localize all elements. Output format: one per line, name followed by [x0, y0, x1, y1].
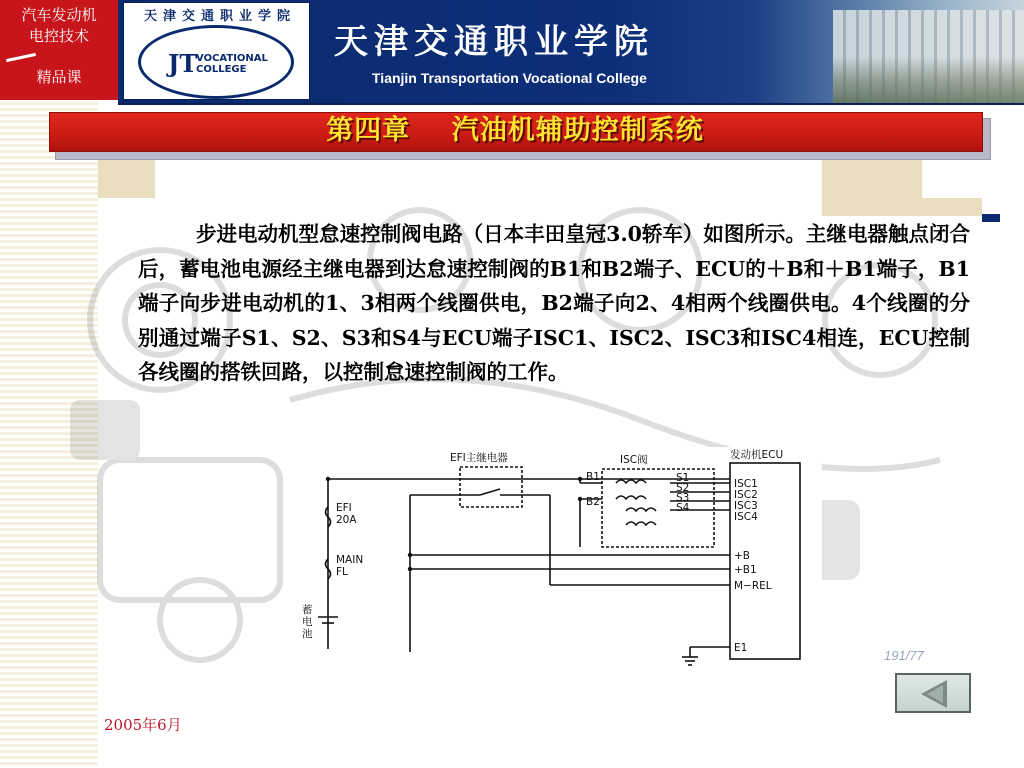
- label-isc3: ISC3: [734, 500, 758, 512]
- label-efi-relay: EFI主继电器: [450, 452, 508, 464]
- label-plus-b1: +B1: [734, 564, 757, 576]
- label-fuse1-a: EFI: [336, 502, 352, 514]
- label-ecu: 发动机ECU: [730, 449, 784, 461]
- label-battery-2: 电: [302, 616, 313, 628]
- course-tag-line1: 汽车发动机: [21, 6, 97, 24]
- chapter-title: 第四章 汽油机辅助控制系统: [326, 115, 704, 146]
- label-s4: S4: [676, 502, 690, 514]
- label-b1: B1: [586, 471, 600, 483]
- label-fuse2-b: FL: [336, 566, 348, 578]
- campus-photo: [833, 10, 1024, 103]
- label-b2: B2: [586, 496, 600, 508]
- circuit-diagram: [290, 447, 822, 670]
- label-isc2: ISC2: [734, 489, 758, 501]
- back-button[interactable]: [895, 673, 971, 713]
- school-name-en: Tianjin Transportation Vocational College: [372, 70, 647, 86]
- label-fuse1-b: 20A: [336, 514, 357, 526]
- course-tag-line3: 精品课: [36, 68, 82, 86]
- logo-words: [196, 53, 268, 75]
- date-footer: 2005年6月: [104, 716, 182, 734]
- college-logo: [123, 2, 310, 100]
- label-s3: S3: [676, 492, 690, 504]
- body-paragraph: 步进电动机型怠速控制阀电路（日本丰田皇冠3.0轿车）如图所示。主继电器触点闭合后，蓄电池电源经主继电器到达怠速控制阀的B1和B2端子、ECU的＋B和＋B1端子，B1端子向步进电动机的1、3相两个线圈供电，B2端子向2、4相两个线圈供电。4个线圈的分别通过端子S1、S2、S3和S4与ECU端子ISC1、ISC2、ISC3和ISC4相连，ECU控制各线圈的搭铁回路，以控制怠速控制阀的工作。: [138, 222, 970, 384]
- course-tag: [0, 0, 118, 100]
- label-isc-valve: ISC阀: [620, 454, 648, 466]
- label-s2: S2: [676, 482, 690, 494]
- label-battery-3: 池: [302, 628, 313, 640]
- logo-word1: VOCATIONAL: [196, 53, 268, 64]
- label-e1: E1: [734, 642, 748, 654]
- course-tag-line2: 电控技术: [28, 27, 89, 45]
- label-s1: S1: [676, 472, 690, 484]
- label-battery-1: 蓄: [302, 604, 313, 616]
- label-isc4: ISC4: [734, 511, 758, 523]
- back-arrow-inner: [927, 685, 943, 703]
- label-m-rel: M−REL: [734, 580, 772, 592]
- label-isc1: ISC1: [734, 478, 758, 490]
- swoosh-icon: [6, 53, 36, 62]
- logo-initials: JT: [168, 49, 198, 78]
- school-name-cn: 天津交通职业学院: [334, 22, 654, 62]
- label-fuse2-a: MAIN: [336, 554, 364, 566]
- page-number: 191/77: [884, 648, 924, 663]
- decorative-dash: [982, 214, 1000, 222]
- logo-word2: COLLEGE: [196, 64, 247, 75]
- logo-seal-text: 天津交通职业学院: [144, 9, 297, 24]
- label-plus-b: +B: [734, 550, 751, 562]
